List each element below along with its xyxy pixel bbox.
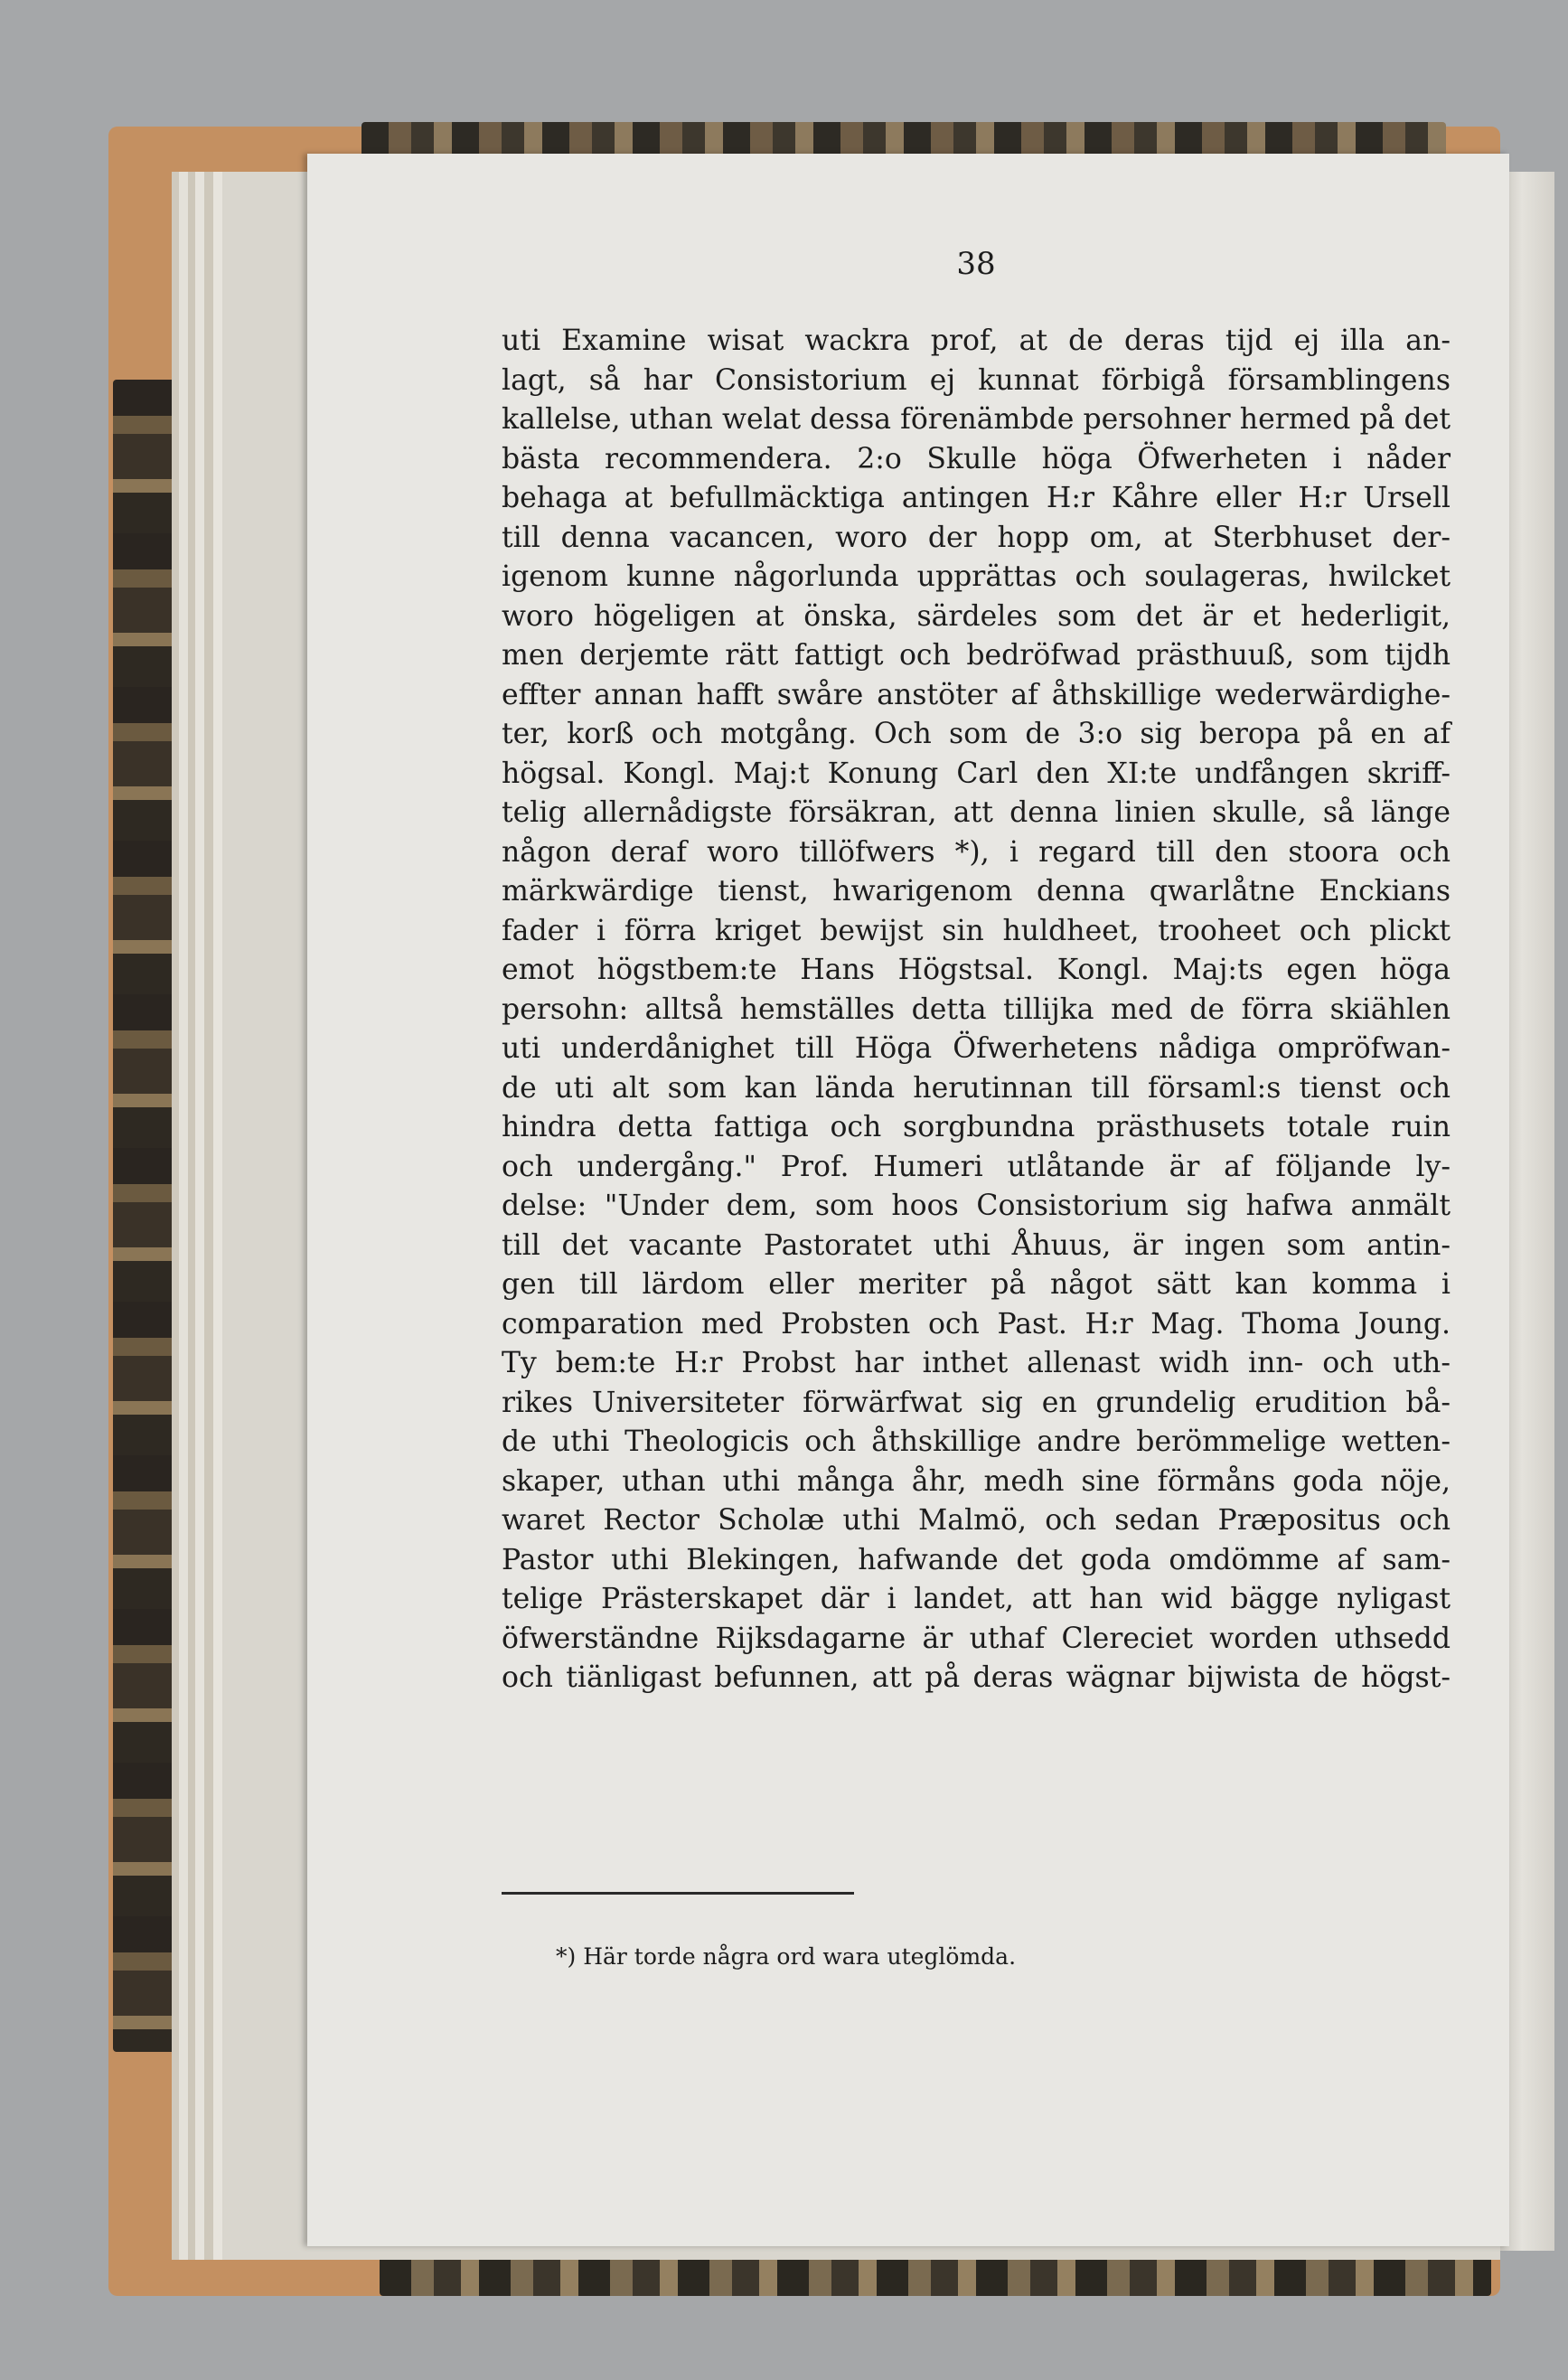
cover-marbled-bottom-edge	[380, 2255, 1491, 2296]
text-line: Ty bem:te H:r Probst har inthet allenast widh inn- och uth-	[502, 1347, 1451, 1379]
text-line: bästa recommendera. 2:o Skulle höga Öfwerheten i nåder	[502, 442, 1451, 475]
text-line: öfwerständne Rijksdagarne är uthaf Clereciet worden uthsedd	[502, 1622, 1451, 1655]
text-line: uti Examine wisat wackra prof, at de deras tijd ej illa an-	[502, 325, 1451, 357]
text-line: de uthi Theologicis och åthskillige andre berömmelige wetten-	[502, 1425, 1451, 1458]
text-line: kallelse, uthan welat dessa förenämbde persohner hermed på det	[502, 403, 1451, 436]
text-line: och undergång." Prof. Humeri utlåtande är af följande ly-	[502, 1150, 1451, 1183]
text-line: rikes Universiteter förwärfwat sig en grundelig erudition bå-	[502, 1386, 1451, 1419]
text-line: hindra detta fattiga och sorgbundna prästhusets totale ruin	[502, 1111, 1451, 1143]
text-line: persohn: alltså hemställes detta tillijka med de förra skiählen	[502, 992, 1451, 1026]
text-line: skaper, uthan uthi många åhr, medh sine förmåns goda nöje,	[502, 1464, 1451, 1498]
cover-marbled-spine	[113, 380, 176, 2052]
text-line: gen till lärdom eller meriter på något sätt kan komma i	[502, 1268, 1451, 1301]
text-line: telige Prästerskapet där i landet, att han wid bägge nyligast	[502, 1583, 1451, 1615]
text-line: de uti alt som kan lända herutinnan till församl:s tienst och	[502, 1071, 1451, 1105]
text-line: uti underdånighet till Höga Öfwerhetens nådiga ompröfwan-	[502, 1032, 1451, 1065]
text-line: till det vacante Pastoratet uthi Åhuus, är ingen som antin-	[502, 1228, 1451, 1262]
text-line: comparation med Probsten och Past. H:r Mag. Thoma Joung.	[502, 1307, 1451, 1341]
text-line: någon deraf woro tillöfwers *), i regard till den stoora och	[502, 835, 1451, 869]
text-line: Pastor uthi Blekingen, hafwande det goda omdömme af sam-	[502, 1543, 1451, 1576]
text-line: till denna vacancen, woro der hopp om, at Sterbhuset der-	[502, 521, 1451, 554]
text-line: fader i förra kriget bewijst sin huldheet, trooheet och plickt	[502, 914, 1451, 947]
text-line: men derjemte rätt fattigt och bedröfwad prästhuuß, som tijdh	[502, 639, 1451, 672]
page-number: 38	[956, 246, 996, 282]
text-line: igenom kunne någorlunda upprättas och soulageras, hwilcket	[502, 560, 1451, 593]
text-line: effter annan hafft swåre anstöter af åthskillige wederwärdighe-	[502, 678, 1451, 711]
text-line: och tiänligast befunnen, att på deras wägnar bijwista de högst-	[502, 1661, 1451, 1694]
text-line: högsal. Kongl. Maj:t Konung Carl den XI:te undfången skriff-	[502, 757, 1451, 790]
text-line: märkwärdige tienst, hwarigenom denna qwarlåtne Enckians	[502, 875, 1451, 908]
footnote-rule	[502, 1892, 854, 1895]
text-line: delse: "Under dem, som hoos Consistorium sig hafwa anmält	[502, 1190, 1451, 1222]
cover-marbled-top-edge	[361, 122, 1446, 158]
footnote: *) Här torde några ord wara uteglömda.	[556, 1943, 1017, 1970]
text-line: emot högstbem:te Hans Högstsal. Kongl. Maj:ts egen höga	[502, 954, 1451, 986]
text-line: woro högeligen at önska, särdeles som det är et hederligit,	[502, 599, 1451, 633]
text-line: behaga at befullmäcktiga antingen H:r Kåhre eller H:r Ursell	[502, 482, 1451, 514]
text-line: ter, korß och motgång. Och som de 3:o sig beropa på en af	[502, 718, 1451, 750]
text-line: telig allernådigste försäkran, att denna linien skulle, så länge	[502, 796, 1451, 829]
text-line: lagt, så har Consistorium ej kunnat förbigå församblingens	[502, 363, 1451, 397]
text-line: waret Rector Scholæ uthi Malmö, och sedan Præpositus och	[502, 1504, 1451, 1537]
body-text	[502, 322, 1451, 1698]
